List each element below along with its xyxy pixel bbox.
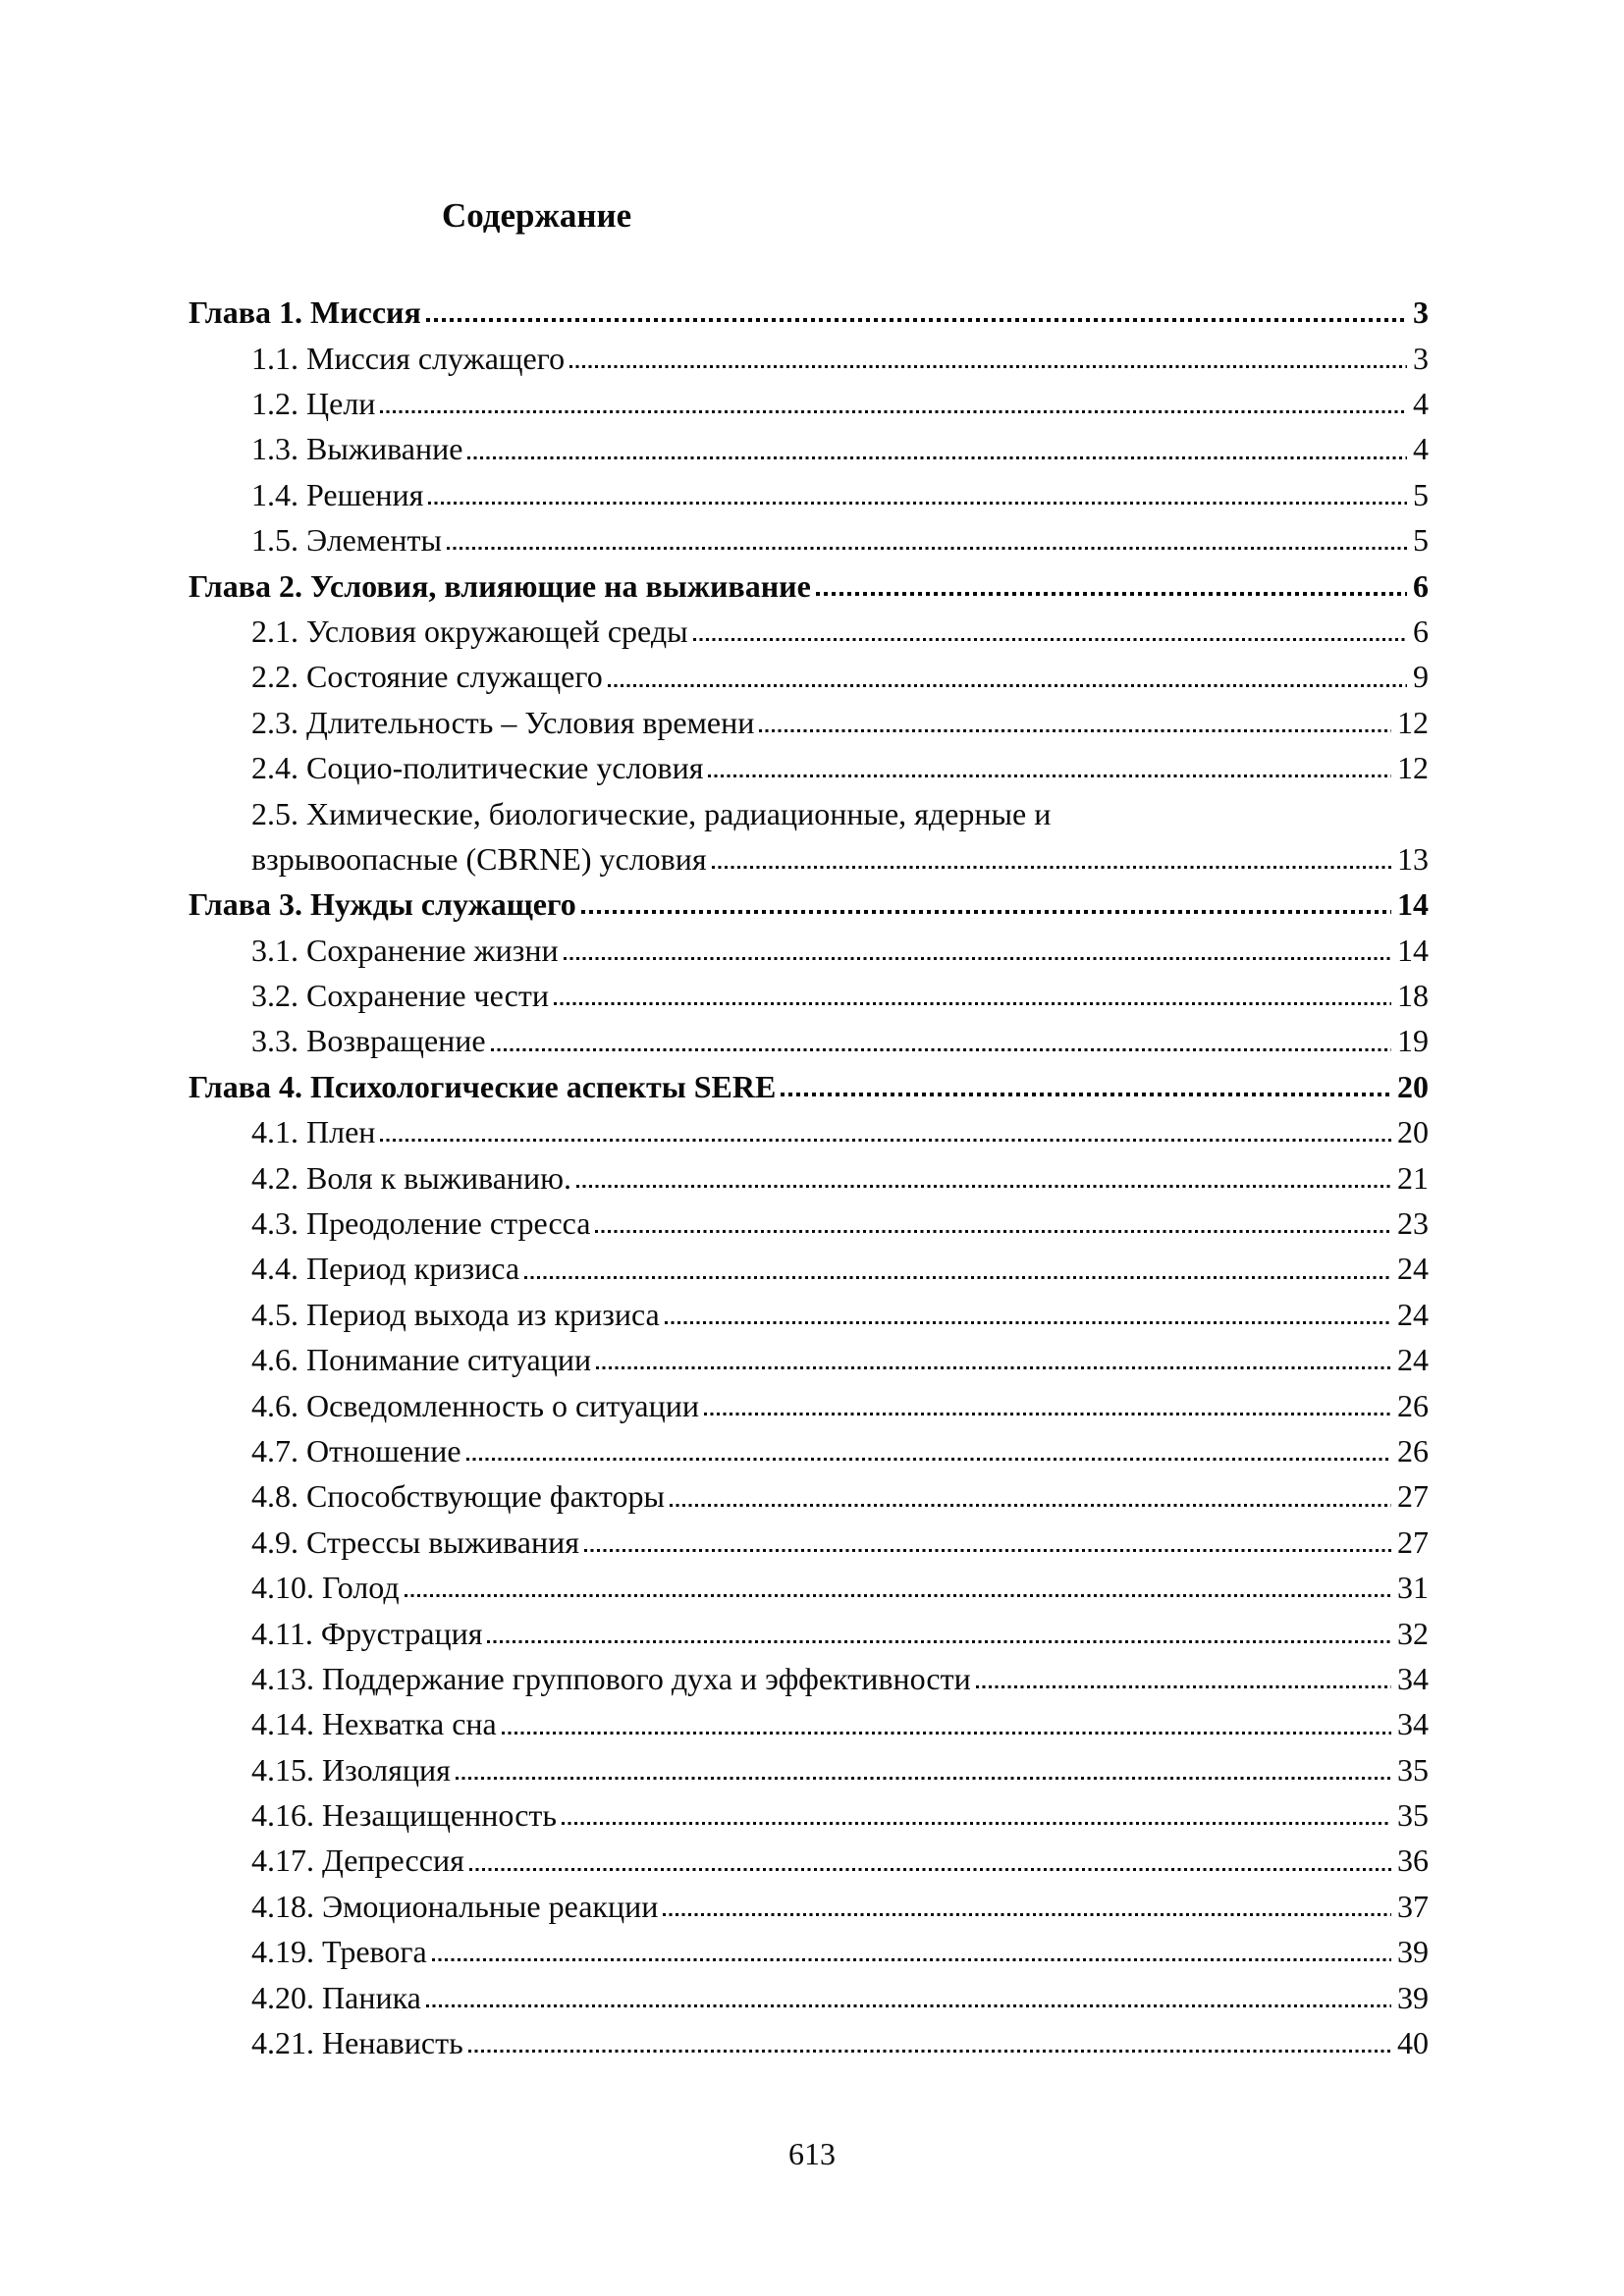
entry-label: 4.6. Понимание ситуации <box>251 1342 592 1378</box>
entry-label: 2.4. Социо-политические условия <box>251 750 704 786</box>
entry-page-number: 27 <box>1397 1523 1429 1560</box>
entry-page-number: 26 <box>1397 1387 1429 1423</box>
toc-entry <box>189 562 1429 608</box>
entry-leader-dots <box>665 1321 1391 1324</box>
entry-page-number: 39 <box>1397 1934 1429 1970</box>
entry-label: 4.4. Период кризиса <box>251 1251 520 1287</box>
page-title: Содержание <box>442 196 632 235</box>
entry-leader-dots <box>781 1093 1391 1096</box>
entry-leader-dots <box>554 1002 1391 1005</box>
entry-page-number: 13 <box>1397 840 1429 877</box>
entry-label: 1.5. Элементы <box>251 522 442 559</box>
entry-leader-dots <box>759 729 1391 732</box>
entry-leader-dots <box>569 365 1407 368</box>
entry-page-number: 34 <box>1397 1660 1429 1696</box>
toc-list <box>189 290 1429 2065</box>
entry-leader-dots <box>816 592 1407 596</box>
entry-label: 4.21. Ненависть <box>251 2025 463 2061</box>
toc-entry <box>189 1109 1429 1154</box>
footer-page-number: 613 <box>788 2136 836 2171</box>
toc-entry <box>189 517 1429 562</box>
toc-entry <box>189 1792 1429 1838</box>
entry-leader-dots <box>466 1458 1391 1461</box>
entry-page-number: 5 <box>1413 476 1429 512</box>
entry-leader-dots <box>426 2004 1391 2007</box>
entry-label: 2.5. Химические, биологические, радиационные, ядерные и <box>251 795 1052 831</box>
entry-page-number: 14 <box>1397 932 1429 968</box>
toc-entry <box>189 1154 1429 1200</box>
entry-leader-dots <box>976 1685 1391 1688</box>
entry-leader-dots <box>596 1366 1391 1369</box>
entry-page-number: 20 <box>1397 1068 1429 1104</box>
toc-entry <box>189 1292 1429 1337</box>
entry-page-number: 3 <box>1413 340 1429 376</box>
entry-label: 3.3. Возвращение <box>251 1023 486 1059</box>
entry-page-number: 4 <box>1413 431 1429 467</box>
entry-label: 4.3. Преодоление стресса <box>251 1205 591 1242</box>
entry-label: 3.2. Сохранение чести <box>251 978 549 1014</box>
entry-label: Глава 2. Условия, влияющие на выживание <box>189 567 811 604</box>
entry-label: 4.1. Плен <box>251 1114 376 1150</box>
entry-leader-dots <box>693 638 1407 641</box>
entry-leader-dots <box>432 1958 1391 1961</box>
entry-label: 3.1. Сохранение жизни <box>251 932 559 968</box>
entry-leader-dots <box>487 1640 1391 1643</box>
toc-entry <box>189 1610 1429 1655</box>
entry-page-number: 37 <box>1397 1888 1429 1924</box>
toc-entry <box>189 790 1429 835</box>
entry-page-number: 9 <box>1413 659 1429 695</box>
toc-entry <box>189 1520 1429 1565</box>
entry-leader-dots <box>708 774 1391 777</box>
entry-page-number: 35 <box>1397 1797 1429 1834</box>
entry-page-number: 39 <box>1397 1979 1429 2015</box>
entry-leader-dots <box>581 910 1391 914</box>
entry-label: 4.11. Фрустрация <box>251 1615 483 1651</box>
entry-page-number: 6 <box>1413 613 1429 649</box>
entry-page-number: 3 <box>1413 294 1429 331</box>
entry-leader-dots <box>447 547 1407 550</box>
toc-entry <box>189 1064 1429 1109</box>
entry-page-number: 36 <box>1397 1842 1429 1879</box>
toc-entry <box>189 609 1429 654</box>
entry-label: 4.6. Осведомленность о ситуации <box>251 1387 699 1423</box>
entry-leader-dots <box>576 1185 1391 1188</box>
entry-leader-dots <box>456 1777 1391 1780</box>
toc-entry <box>189 290 1429 335</box>
entry-leader-dots <box>426 318 1407 322</box>
entry-label: 4.9. Стрессы выживания <box>251 1523 579 1560</box>
entry-page-number: 21 <box>1397 1159 1429 1196</box>
entry-leader-dots <box>562 1822 1391 1825</box>
entry-label: 4.15. Изоляция <box>251 1751 451 1788</box>
toc-entry <box>189 1701 1429 1746</box>
entry-page-number: 34 <box>1397 1706 1429 1742</box>
entry-label: 4.19. Тревога <box>251 1934 427 1970</box>
entry-page-number: 35 <box>1397 1751 1429 1788</box>
entry-leader-dots <box>405 1594 1391 1597</box>
entry-leader-dots <box>524 1276 1391 1279</box>
entry-leader-dots <box>670 1504 1391 1507</box>
toc-entry <box>189 1246 1429 1291</box>
toc-entry <box>189 426 1429 471</box>
entry-page-number: 24 <box>1397 1296 1429 1332</box>
entry-page-number: 4 <box>1413 385 1429 421</box>
toc-entry <box>189 2020 1429 2065</box>
entry-page-number: 20 <box>1397 1114 1429 1150</box>
entry-leader-dots <box>584 1549 1391 1552</box>
toc-entry <box>189 1018 1429 1063</box>
entry-leader-dots <box>704 1413 1391 1415</box>
entry-leader-dots <box>712 866 1391 869</box>
toc-entry <box>189 1884 1429 1929</box>
entry-leader-dots <box>428 502 1407 505</box>
entry-label: 4.8. Способствующие факторы <box>251 1478 665 1515</box>
toc-entry <box>189 745 1429 790</box>
entry-page-number: 14 <box>1397 886 1429 923</box>
entry-leader-dots <box>468 2050 1391 2053</box>
entry-page-number: 12 <box>1397 750 1429 786</box>
toc-entry <box>189 700 1429 745</box>
entry-label: 4.5. Период выхода из кризиса <box>251 1296 660 1332</box>
entry-leader-dots <box>380 1139 1391 1142</box>
entry-page-number: 19 <box>1397 1023 1429 1059</box>
entry-label: 1.4. Решения <box>251 476 424 512</box>
entry-page-number: 31 <box>1397 1570 1429 1606</box>
entry-label: Глава 1. Миссия <box>189 294 421 331</box>
toc-entry <box>189 1565 1429 1610</box>
toc-entry <box>189 654 1429 699</box>
entry-page-number: 24 <box>1397 1251 1429 1287</box>
entry-page-number: 40 <box>1397 2025 1429 2061</box>
entry-leader-dots <box>467 456 1407 459</box>
entry-page-number: 27 <box>1397 1478 1429 1515</box>
entry-label: взрывоопасные (CBRNE) условия <box>251 840 707 877</box>
entry-label: 4.16. Незащищенность <box>251 1797 557 1834</box>
toc-entry <box>189 927 1429 972</box>
entry-page-number: 5 <box>1413 522 1429 559</box>
toc-entry <box>189 1201 1429 1246</box>
toc-entry <box>189 836 1429 881</box>
entry-leader-dots <box>595 1230 1391 1233</box>
entry-leader-dots <box>502 1732 1391 1735</box>
entry-label: 2.3. Длительность – Условия времени <box>251 704 755 740</box>
toc-entry <box>189 1747 1429 1792</box>
entry-label: 4.7. Отношение <box>251 1432 461 1468</box>
entry-page-number: 18 <box>1397 978 1429 1014</box>
entry-label: 4.20. Паника <box>251 1979 421 2015</box>
entry-page-number: 24 <box>1397 1342 1429 1378</box>
toc-entry <box>189 1838 1429 1883</box>
entry-page-number: 12 <box>1397 704 1429 740</box>
entry-page-number: 32 <box>1397 1615 1429 1651</box>
entry-leader-dots <box>469 1868 1391 1871</box>
entry-label: 4.18. Эмоциональные реакции <box>251 1888 659 1924</box>
entry-page-number: 23 <box>1397 1205 1429 1242</box>
entry-leader-dots <box>380 410 1407 413</box>
entry-label: 4.17. Депрессия <box>251 1842 464 1879</box>
entry-label: 1.3. Выживание <box>251 431 463 467</box>
toc-entry <box>189 881 1429 927</box>
entry-label: 2.2. Состояние служащего <box>251 659 603 695</box>
entry-leader-dots <box>491 1048 1391 1051</box>
toc-entry <box>189 1929 1429 1974</box>
entry-label: Глава 3. Нужды служащего <box>189 886 576 923</box>
toc-entry <box>189 1428 1429 1473</box>
entry-label: Глава 4. Психологические аспекты SERE <box>189 1068 777 1104</box>
toc-entry <box>189 335 1429 380</box>
entry-label: 2.1. Условия окружающей среды <box>251 613 688 649</box>
entry-label: 1.1. Миссия служащего <box>251 340 566 376</box>
toc-entry <box>189 472 1429 517</box>
entry-label: 4.2. Воля к выживанию. <box>251 1159 572 1196</box>
entry-page-number: 6 <box>1413 567 1429 604</box>
entry-leader-dots <box>663 1913 1391 1916</box>
entry-label: 4.10. Голод <box>251 1570 400 1606</box>
toc-entry <box>189 973 1429 1018</box>
toc-entry <box>189 1337 1429 1382</box>
toc-entry <box>189 1382 1429 1427</box>
entry-page-number: 26 <box>1397 1432 1429 1468</box>
toc-entry <box>189 1974 1429 2019</box>
entry-leader-dots <box>564 957 1391 960</box>
toc-entry <box>189 1656 1429 1701</box>
entry-leader-dots <box>608 684 1407 687</box>
toc-entry <box>189 381 1429 426</box>
entry-label: 1.2. Цели <box>251 385 376 421</box>
toc-entry <box>189 1473 1429 1519</box>
entry-label: 4.13. Поддержание группового духа и эффективности <box>251 1660 971 1696</box>
entry-label: 4.14. Нехватка сна <box>251 1706 497 1742</box>
